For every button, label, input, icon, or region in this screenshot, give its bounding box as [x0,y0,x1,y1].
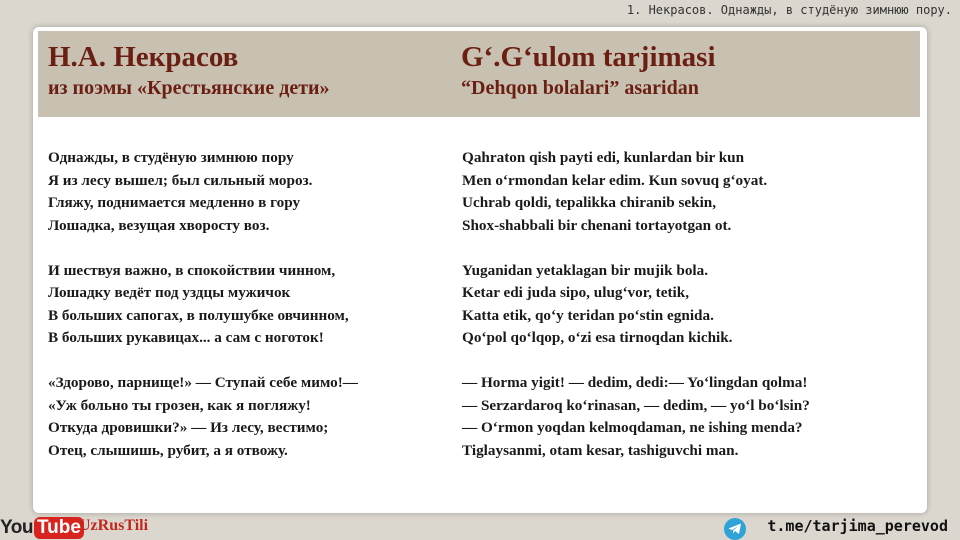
author-title: Н.А. Некрасов [48,41,239,73]
poem-line: Гляжу, поднимается медленно в гору [48,194,301,211]
stanza [462,260,810,350]
slide-card [33,27,927,513]
poem-line: И шествуя важно, в спокойствии чинном, [48,261,336,279]
poem-line: — Serzardaroq ko‘rinasan, — dedim, — yo‘l bo‘lsin? [462,396,810,414]
youtube-logo[interactable] [0,515,84,540]
poem-line: В больших рукавицах... а сам с ноготок! [48,329,324,346]
poem-line: Qo‘pol qo‘lqop, o‘zi esa tirnoqdan kichik. [462,329,733,346]
poem-line: В больших сапогах, в полушубке овчинном, [48,306,349,324]
poem-line: Qahraton qish payti edi, kunlardan bir kun [462,149,745,166]
poem-line: «Здорово, парнище!» — Ступай себе мимо!— [48,374,358,391]
poem-line: Лошадку ведёт под уздцы мужичок [48,284,291,301]
poem-line: Однажды, в студёную зимнюю пору [48,149,294,166]
stanza [462,147,810,237]
poem-line: «Уж больно ты грозен, как я погляжу! [48,396,311,414]
original-header [48,39,330,101]
poem-line: Лошадка, везущая хворосту воз. [48,216,270,234]
poem-line: Отец, слышишь, рубит, а я отвожу. [48,441,288,459]
translation-source: “Dehqon bolalari” asaridan [461,77,699,99]
poem-source: из поэмы «Крестьянские дети» [48,77,330,99]
stanza [48,260,358,350]
slide-title: 1. Некрасов. Однажды, в студёную зимнюю пору. [626,3,952,17]
translator-title: G‘.G‘ulom tarjimasi [461,41,716,73]
youtube-logo-text: You [0,516,33,538]
poem-line: Я из лесу вышел; был сильный мороз. [48,171,313,189]
poem-line: Откуда дровишки?» — Из лесу, вестимо; [48,419,329,436]
telegram-icon[interactable] [724,518,746,540]
poem-line: Katta etik, qo‘y teridan po‘stin egnida. [462,306,714,324]
poem-line: Yuganidan yetaklagan bir mujik bola. [462,261,709,279]
poem-line: — Horma yigit! — dedim, dedi:— Yo‘lingdan qolma! [462,374,808,391]
translation-header [461,39,716,101]
poem-line: — O‘rmon yoqdan kelmoqdaman, ne ishing menda? [462,419,803,436]
channel-name[interactable]: UzRusTili [79,517,149,534]
poem-original [48,147,358,485]
telegram-link[interactable]: t.me/tarjima_perevod [767,517,948,535]
poem-line: Tiglaysanmi, otam kesar, tashiguvchi man. [462,441,739,459]
poem-line: Ketar edi juda sipo, ulug‘vor, tetik, [462,284,689,301]
stanza [462,372,810,462]
poem-line: Men o‘rmondan kelar edim. Kun sovuq g‘oyat. [462,171,768,189]
stanza [48,147,358,237]
poem-translation [462,147,810,485]
poem-line: Uchrab qoldi, tepalikka chiranib sekin, [462,194,717,211]
stanza [48,372,358,462]
slide-header [38,31,920,117]
poem-line: Shox-shabbali bir chenani tortayotgan ot. [462,216,732,234]
youtube-logo-badge: Tube [34,517,84,539]
